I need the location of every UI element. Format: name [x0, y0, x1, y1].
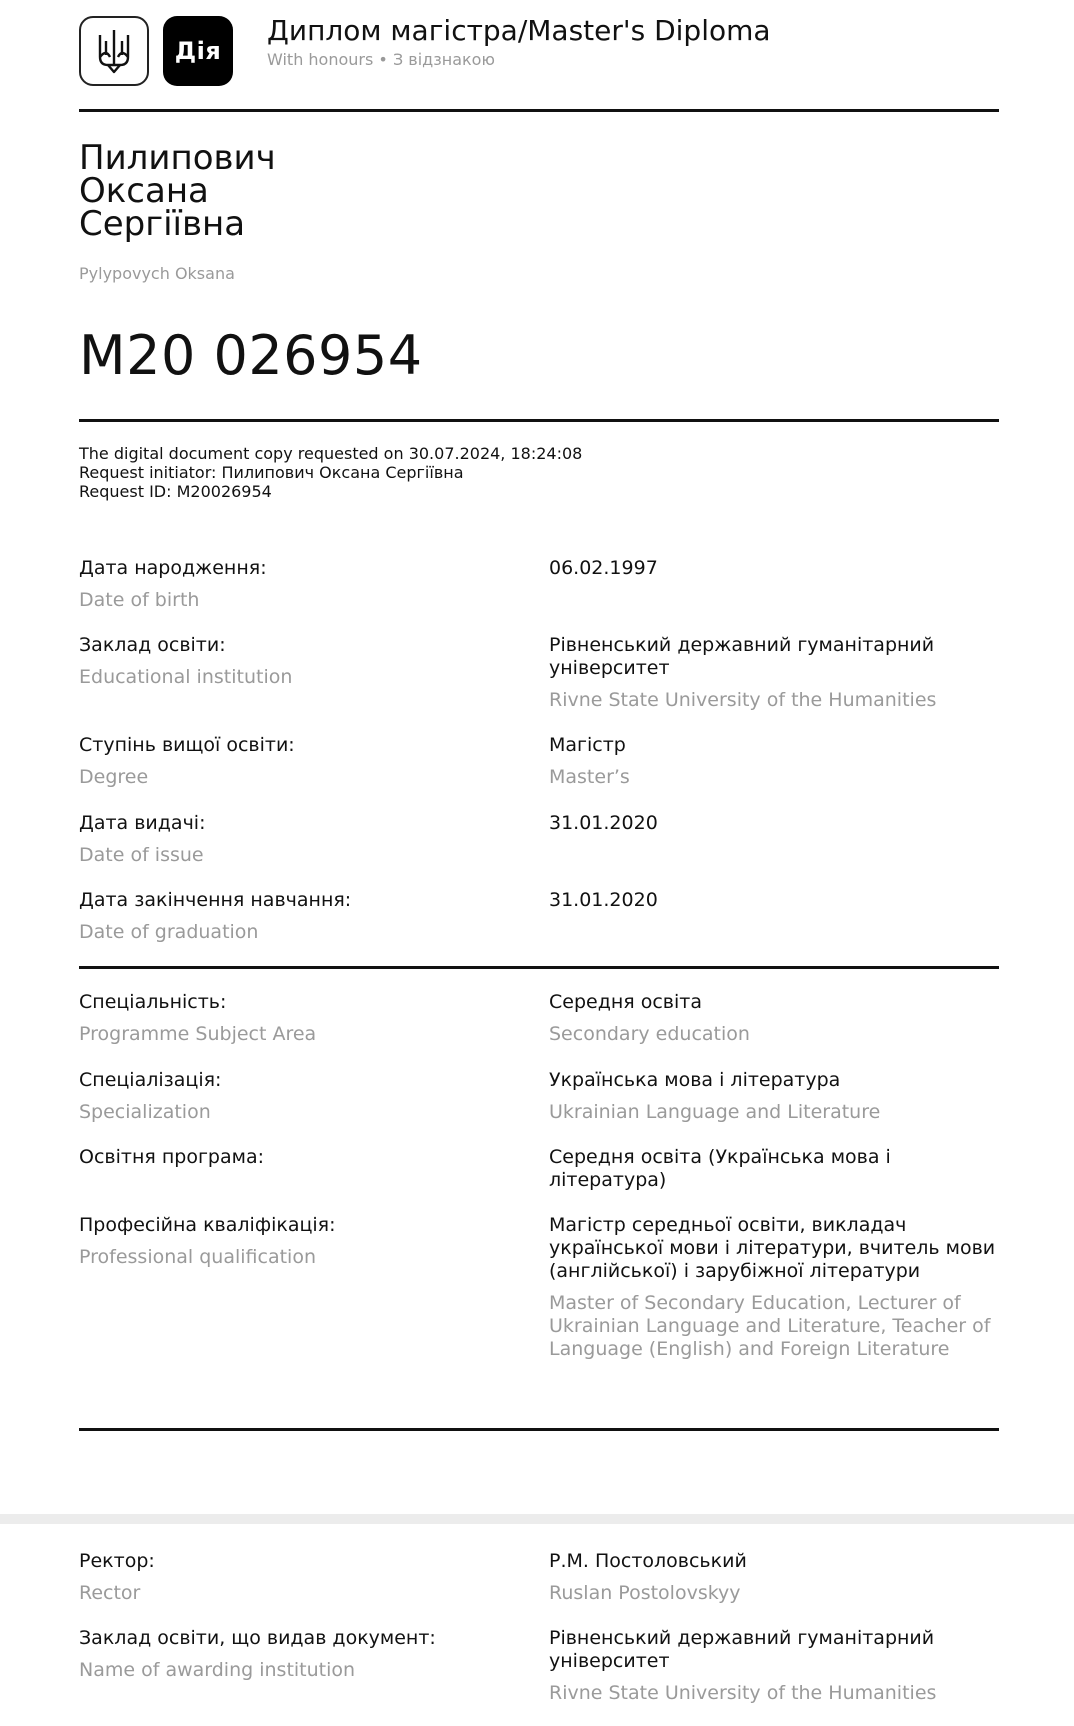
field-value-en: Ruslan Postolovskyy	[549, 1582, 741, 1604]
field-value-en: Rivne State University of the Humanities	[549, 1682, 937, 1704]
field-value: Магістр середньої освіти, викладач української мови і літератури, вчитель мови (англійської) і зарубіжної літератури	[549, 1214, 996, 1282]
field-label: Дата народження:	[79, 557, 267, 579]
request-info	[79, 444, 582, 501]
field-label-en: Date of birth	[79, 589, 200, 611]
request-id: Request ID: M20026954	[79, 482, 272, 501]
divider	[79, 966, 999, 969]
field-value: 31.01.2020	[549, 812, 658, 834]
field-value: Рівненський державний гуманітарний університет	[549, 634, 935, 679]
field-label: Заклад освіти, що видав документ:	[79, 1627, 436, 1649]
field-label: Дата закінчення навчання:	[79, 889, 352, 911]
divider	[79, 109, 999, 112]
trident-icon	[79, 16, 149, 86]
field-label: Заклад освіти:	[79, 634, 226, 656]
diia-logo-label: Дія	[174, 37, 222, 65]
first-name: Оксана	[79, 171, 209, 211]
document-subtitle: With honours • З відзнакою	[267, 50, 495, 69]
field-label-en: Degree	[79, 766, 149, 788]
section-separator	[0, 1514, 1074, 1524]
document-number: М20 026954	[79, 324, 423, 387]
field-value: Магістр	[549, 734, 626, 756]
field-label: Ступінь вищої освіти:	[79, 734, 295, 756]
field-value: Українська мова і література	[549, 1069, 841, 1091]
diia-logo	[163, 16, 233, 86]
field-value-en: Secondary education	[549, 1023, 750, 1045]
field-value-en: Master’s	[549, 766, 630, 788]
field-label-en: Date of graduation	[79, 921, 259, 943]
request-initiator: Request initiator: Пилипович Оксана Сергіївна	[79, 463, 464, 482]
divider	[79, 1428, 999, 1431]
field-label: Дата видачі:	[79, 812, 206, 834]
field-value: Середня освіта	[549, 991, 702, 1013]
field-label-en: Programme Subject Area	[79, 1023, 317, 1045]
field-value-en: Master of Secondary Education, Lecturer of Ukrainian Language and Literature, Teacher of Language (English) and Foreign Literature	[549, 1292, 991, 1360]
field-label-en: Professional qualification	[79, 1246, 316, 1268]
field-label-en: Name of awarding institution	[79, 1659, 356, 1681]
request-date: The digital document copy requested on 30.07.2024, 18:24:08	[79, 444, 583, 463]
document-title: Диплом магістра/Master's Diploma	[267, 14, 771, 47]
field-label: Освітня програма:	[79, 1146, 265, 1168]
patronymic: Сергіївна	[79, 204, 246, 244]
field-value: 06.02.1997	[549, 557, 658, 579]
field-label: Професійна кваліфікація:	[79, 1214, 336, 1236]
field-label: Спеціальність:	[79, 991, 227, 1013]
field-value-en: Ukrainian Language and Literature	[549, 1101, 881, 1123]
field-label-en: Date of issue	[79, 844, 204, 866]
field-label-en: Rector	[79, 1582, 141, 1604]
document-header	[79, 16, 999, 88]
latin-name: Pylypovych Oksana	[79, 264, 235, 283]
field-label: Ректор:	[79, 1550, 155, 1572]
field-value-en: Rivne State University of the Humanities	[549, 689, 937, 711]
field-label-en: Specialization	[79, 1101, 211, 1123]
field-value: 31.01.2020	[549, 889, 658, 911]
field-value: Середня освіта (Українська мова і література)	[549, 1146, 891, 1191]
surname: Пилипович	[79, 138, 276, 178]
holder-name	[79, 138, 276, 244]
field-value: Рівненський державний гуманітарний університет	[549, 1627, 935, 1672]
divider	[79, 419, 999, 422]
field-label-en: Educational institution	[79, 666, 293, 688]
field-value: Р.М. Постоловський	[549, 1550, 747, 1572]
field-label: Спеціалізація:	[79, 1069, 222, 1091]
